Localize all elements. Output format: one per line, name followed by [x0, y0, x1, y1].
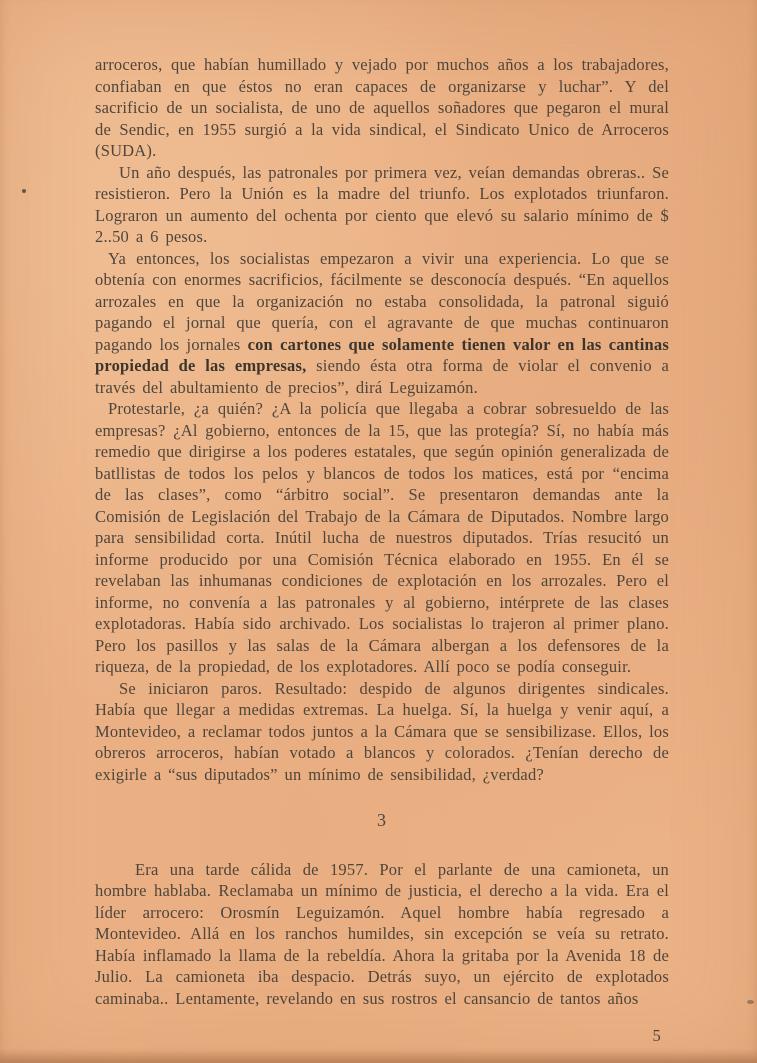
body-text: Ya entonces, los socialistas empezaron a vivir una experiencia. Lo que se obtenía con enormes sacrificios, fácilmente se desconocía después. “En aquellos arrozales en que la organización no estaba consolidada, la patronal siguió pagando el jornal que quería, con el agravante de que muchas continuaron pagando los jornales [95, 248, 669, 354]
paper-speck [22, 189, 26, 193]
paragraph [95, 678, 669, 786]
page-number: 5 [652, 1026, 661, 1045]
page-text-block [95, 54, 669, 1047]
paragraph [95, 248, 669, 399]
paper-speck [747, 1000, 754, 1004]
body-text: Se iniciaron paros. Resultado: despido de algunos dirigentes sindicales. Había que llegar a medidas extremas. La huelga. Sí, la huelga y venir aquí, a Montevideo, a reclamar todos juntos a la Cámara que se sensibilizase. Ellos, los obreros arroceros, habían votado a blancos y colorados. ¿Tenían derecho de exigirle a “sus diputados” un mínimo de sensibilidad, ¿verdad? [95, 678, 669, 784]
paragraph [95, 54, 669, 162]
paragraph [95, 398, 669, 678]
body-text: Un año después, las patronales por primera vez, veían demandas obreras.. Se resistieron. Pero la Unión es la madre del triunfo. Los explotados triunfaron. Lograron un aumento del ochenta por ciento que elevó su salario mínimo de $ 2..50 a 6 pesos. [95, 162, 669, 246]
body-text: Era una tarde cálida de 1957. Por el parlante de una camioneta, un hombre hablaba. Reclamaba un mínimo de justicia, el derecho a la vida. Era el líder arrocero: Orosmín Leguizamón. Aquel hombre había regresado a Montevideo. Allá en los ranchos humildes, sin excepción se veía su retrato. Había inflamado la llama de la rebeldía. Ahora la gritaba por la Avenida 18 de Julio. La camioneta iba despacio. Detrás suyo, un ejército de explotados caminaba.. Lentamente, revelando en sus rostros el cansancio de tantos años [95, 859, 669, 1008]
body-text: arroceros, que habían humillado y vejado por muchos años a los trabajadores, confiaban en que éstos no eran capaces de organizarse y luchar”. Y del sacrificio de un socialista, de uno de aquellos soñadores que pegaron el mural de Sendic, en 1955 surgió a la vida sindical, el Sindicato Unico de Arroceros (SUDA). [95, 55, 669, 160]
body-text: siendo ésta otra forma de violar el convenio a través del abultamiento de precios”, dirá Leguizamón. [95, 356, 670, 397]
paragraph [95, 859, 669, 1010]
section-number: 3 [377, 810, 387, 830]
body-text: Protestarle, ¿a quién? ¿A la policía que llegaba a cobrar sobresueldo de las empresas? ¿Al gobierno, entonces de la 15, que las protegía? Sí, no había más remedio que dirigirse a los poderes estatales, que según opinión generalizada de batllistas de todos los pelos y blancos de todos los matices, está por “encima de las clases”, como “árbitro social”. Se presentaron demandas ante la Comisión de Legislación del Trabajo de la Cámara de Diputados. Nombre largo para sensibilidad corta. Inútil lucha de nuestros diputados. Trías resucitó un informe producido por una Comisión Técnica elaborado en 1955. En él se revelaban las inhumanas condiciones de explotación en los arrozales. Pero el informe, no convenía a las patronales y al gobierno, intérprete de las clases explotadoras. Había sido archivado. Los socialistas lo trajeron al primer plano. Pero los pasillos y las salas de la Cámara albergan a los defensores de la riqueza, de la propiedad, de los explotadores. Allí poco se podía conseguir. [95, 399, 669, 676]
body-paragraphs-bottom [95, 859, 669, 1010]
body-paragraphs-top [95, 54, 669, 785]
paragraph [95, 162, 669, 248]
bold-emphasis-text: con cartones que solamente tienen valor en las cantinas propiedad de las empresas, [95, 334, 669, 375]
